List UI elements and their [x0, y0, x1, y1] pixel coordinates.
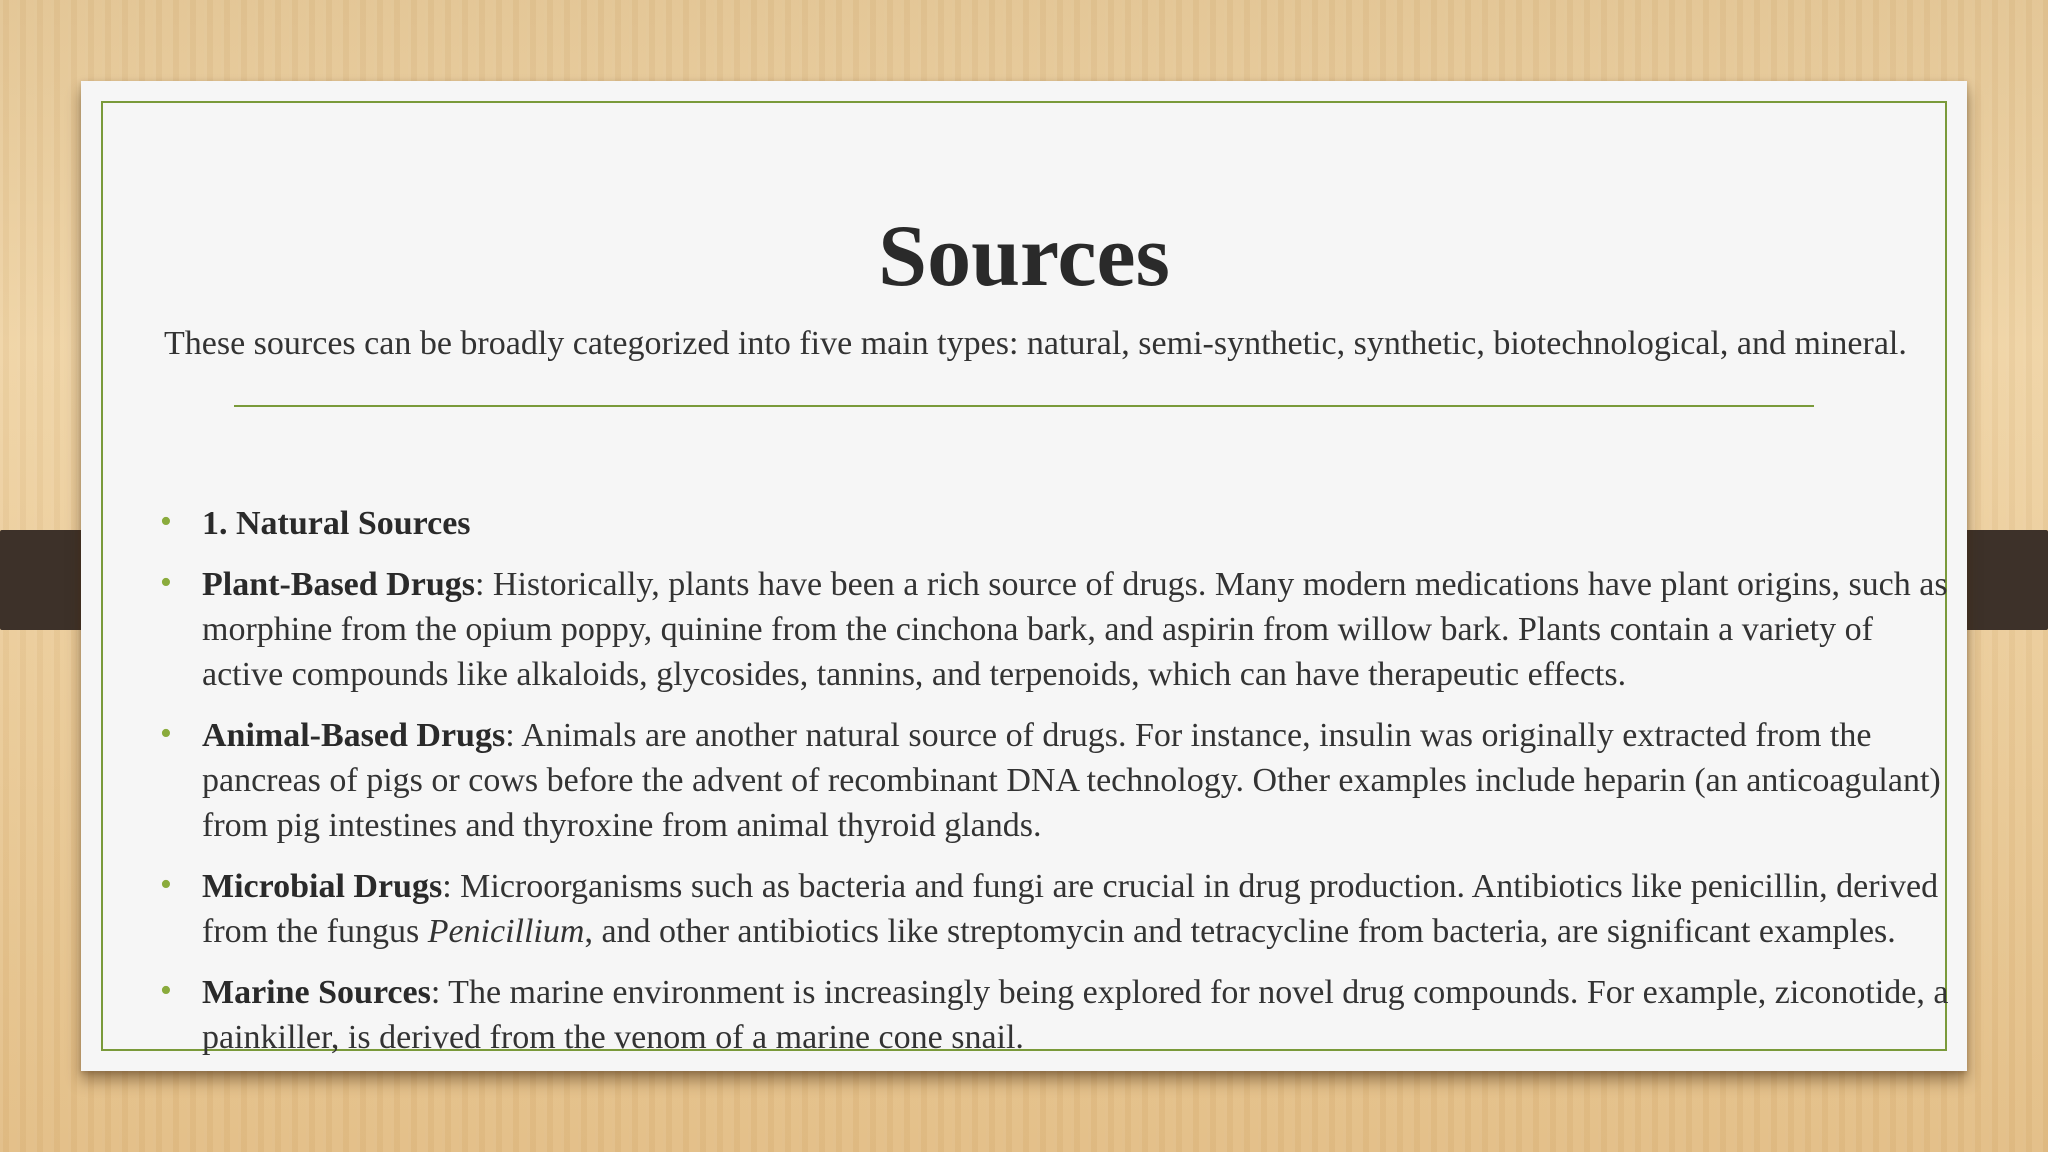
bullet-text: : Animals are another natural source of drugs. For instance, insulin was originally extracted from the pancreas of pigs or cows before the advent of recombinant DNA technology. Other examples include heparin (an anticoagulant) from pig intestines and thyroxine from animal thyroid glands.: [202, 717, 1941, 844]
bullet-icon: •: [160, 715, 172, 752]
bullet-plant-based-drugs: [156, 562, 1956, 697]
bullet-text: : Historically, plants have been a rich source of drugs. Many modern medications have plant origins, such as morphine from the opium poppy, quinine from the cinchona bark, and aspirin from willow bark. Plants contain a variety of active compounds like alkaloids, glycosides, tannins, and terpenoids, which can have therapeutic effects.: [202, 566, 1948, 693]
bullet-text-italic: Penicillium: [427, 913, 585, 950]
bullet-marine-sources: [156, 970, 1956, 1060]
bullet-heading: Plant-Based Drugs: [202, 566, 475, 603]
title-divider: [234, 405, 1814, 407]
intro-paragraph: These sources can be broadly categorized into five main types: natural, semi-synthetic, synthetic, biotechnological, and mineral.: [164, 325, 1907, 362]
bullet-text: : The marine environment is increasingly being explored for novel drug compounds. For example, ziconotide, a painkiller, is derived from the venom of a marine cone snail.: [202, 974, 1949, 1056]
bullet-natural-sources: [156, 501, 1956, 546]
slide-title: Sources: [878, 208, 1170, 305]
bullet-heading: Microbial Drugs: [202, 868, 443, 905]
bullet-animal-based-drugs: [156, 713, 1956, 848]
slide-card: [81, 81, 1967, 1071]
bullet-icon: •: [160, 866, 172, 903]
bullet-icon: •: [160, 503, 172, 540]
bullet-text-after: , and other antibiotics like streptomycin and tetracycline from bacteria, are significant examples.: [584, 913, 1896, 950]
bullet-list: [156, 501, 1956, 1076]
bullet-heading: 1. Natural Sources: [202, 505, 471, 542]
bullet-heading: Animal-Based Drugs: [202, 717, 506, 754]
bullet-icon: •: [160, 972, 172, 1009]
bullet-heading: Marine Sources: [202, 974, 431, 1011]
bullet-microbial-drugs: [156, 864, 1956, 954]
bullet-text-before: : Microorganisms such as bacteria and fungi are crucial in drug production. Antibiotics like penicillin, derived from the fungus: [202, 868, 1939, 950]
bullet-icon: •: [160, 564, 172, 601]
